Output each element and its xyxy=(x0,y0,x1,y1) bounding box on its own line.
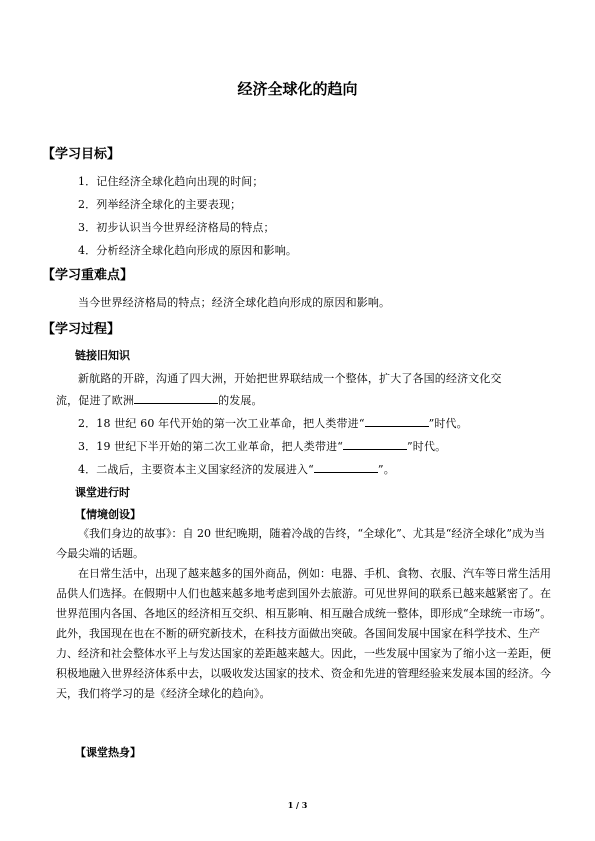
goal-item-2: 2．列举经济全球化的主要表现； xyxy=(78,198,242,211)
class-progress-title: 课堂进行时 xyxy=(75,486,130,499)
review-item-4-text-b: ”。 xyxy=(377,463,395,476)
review-item-2 xyxy=(78,415,468,431)
goal-item-4: 4．分析经济全球化趋向形成的原因和影响。 xyxy=(78,244,297,257)
warmup-heading: 【课堂热身】 xyxy=(75,746,141,759)
review-item-3 xyxy=(78,438,446,454)
page-number: 1 / 3 xyxy=(287,800,308,810)
document-title: 经济全球化的趋向 xyxy=(237,80,358,98)
review-item-2-text-b: ”时代。 xyxy=(428,417,468,430)
review-item-1-text-b: 的发展。 xyxy=(218,394,263,407)
goal-item-1: 1．记住经济全球化趋向出现的时间； xyxy=(78,175,264,188)
fill-blank-4[interactable] xyxy=(314,461,378,473)
review-title: 链接旧知识 xyxy=(75,349,130,362)
fill-blank-2[interactable] xyxy=(365,415,429,427)
review-item-1-line-2 xyxy=(56,392,263,408)
review-item-3-text-b: ”时代。 xyxy=(407,440,447,453)
goals-heading: 【学习目标】 xyxy=(42,147,121,162)
review-item-1-text-a: 流，促进了欧洲 xyxy=(56,394,135,407)
goal-item-3: 3．初步认识当今世界经济格局的特点； xyxy=(78,221,275,234)
review-item-1-line-1: 新航路的开辟，沟通了四大洲，开始把世界联结成一个整体，扩大了各国的经济文化交 xyxy=(78,372,502,385)
review-item-3-text-a: 3．19 世纪下半开始的第二次工业革命，把人类带进“ xyxy=(78,440,344,453)
fill-blank-1[interactable] xyxy=(134,392,218,404)
review-item-4-text-a: 4．二战后，主要资本主义国家经济的发展进入“ xyxy=(78,463,314,476)
process-heading: 【学习过程】 xyxy=(42,322,121,337)
scenario-heading: 【情境创设】 xyxy=(75,508,141,521)
fill-blank-3[interactable] xyxy=(343,438,407,450)
scenario-paragraph-1: 《我们身边的故事》：自 20 世纪晚期，随着冷战的告终，“全球化”、尤其是“经济全球化”成为当今最尖端的话题。 xyxy=(56,527,545,560)
scenario-paragraph-2: 在日常生活中，出现了越来越多的国外商品，例如：电器、手机、食物、衣服、汽车等日常生活用品供人们选择。在假期中人们也越来越多地考虑到国外去旅游。可见世界间的联系已越来越紧密了。在世界范围内各国、各地区的经济相互交织、相互影响、相互融合成统一整体，即形成“全球统一市场”。此外，我国现在也在不断的研究新技术，在科技方面做出突破。各国间发展中国家在科学技术、生产力、经济和社会整体水平上与发达国家的差距越来越大。因此，一些发展中国家为了缩小这一差距，便积极地融入世界经济体系中去，以吸收发达国家的技术、资金和先进的管理经验来发展本国的经济。今天，我们将学习的是《经济全球化的趋向》。 xyxy=(56,567,552,700)
review-item-2-text-a: 2．18 世纪 60 年代开始的第一次工业革命，把人类带进“ xyxy=(78,417,365,430)
keypoints-heading: 【学习重难点】 xyxy=(42,268,134,283)
review-item-4 xyxy=(78,461,395,477)
keypoints-text: 当今世界经济格局的特点；经济全球化趋向形成的原因和影响。 xyxy=(78,296,391,309)
